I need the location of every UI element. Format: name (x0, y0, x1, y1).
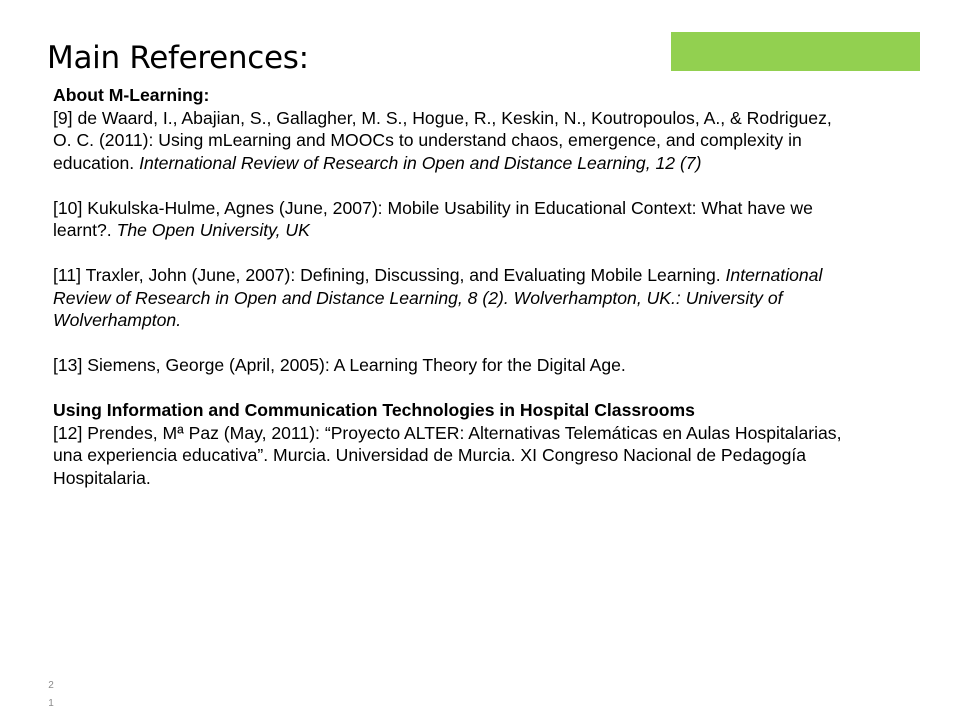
reference-10-text: [10] Kukulska-Hulme, Agnes (June, 2007): Mobile Usability in Educational Context: What have we learnt?. (53, 197, 813, 240)
reference-block-mlearning (53, 84, 853, 174)
reference-10-source: The Open University, UK (116, 220, 310, 240)
reference-10 (53, 197, 853, 242)
reference-13 (53, 354, 853, 377)
section-heading-ict: Using Information and Communication Technologies in Hospital Classrooms (53, 400, 695, 420)
page-number-line1: 2 (48, 680, 54, 691)
reference-11-text: [11] Traxler, John (June, 2007): Defining, Discussing, and Evaluating Mobile Learning. (53, 265, 726, 285)
accent-bar (671, 32, 920, 71)
reference-11 (53, 264, 853, 332)
references-body (53, 84, 853, 489)
section-heading-mlearning: About M-Learning: (53, 85, 210, 105)
page-number-line2: 1 (48, 698, 54, 709)
reference-9-text: [9] de Waard, I., Abajian, S., Gallagher, M. S., Hogue, R., Keskin, N., Koutropoulos, A., & Rodriguez, O. C. (2011): Using mLearning and MOOCs to understand chaos, emergence, and complexity in education. (53, 107, 832, 173)
slide-title: Main References: (47, 40, 309, 76)
page-number (46, 677, 56, 713)
reference-block-ict (53, 399, 853, 489)
reference-9-source: International Review of Research in Open and Distance Learning, 12 (7) (139, 152, 702, 173)
reference-11-source: International Review of Research in Open and Distance Learning, 8 (2). Wolverhampton, UK.: University of Wolverhampton. (53, 265, 823, 330)
reference-12-text: [12] Prendes, Mª Paz (May, 2011): “Proyecto ALTER: Alternativas Telemáticas en Aulas Hospitalarias, una experiencia educativa”. Murcia. Universidad de Murcia. XI Congreso Nacional de Pedagogía Hospitalaria. (53, 422, 842, 488)
reference-13-text: [13] Siemens, George (April, 2005): A Learning Theory for the Digital Age. (53, 355, 626, 375)
